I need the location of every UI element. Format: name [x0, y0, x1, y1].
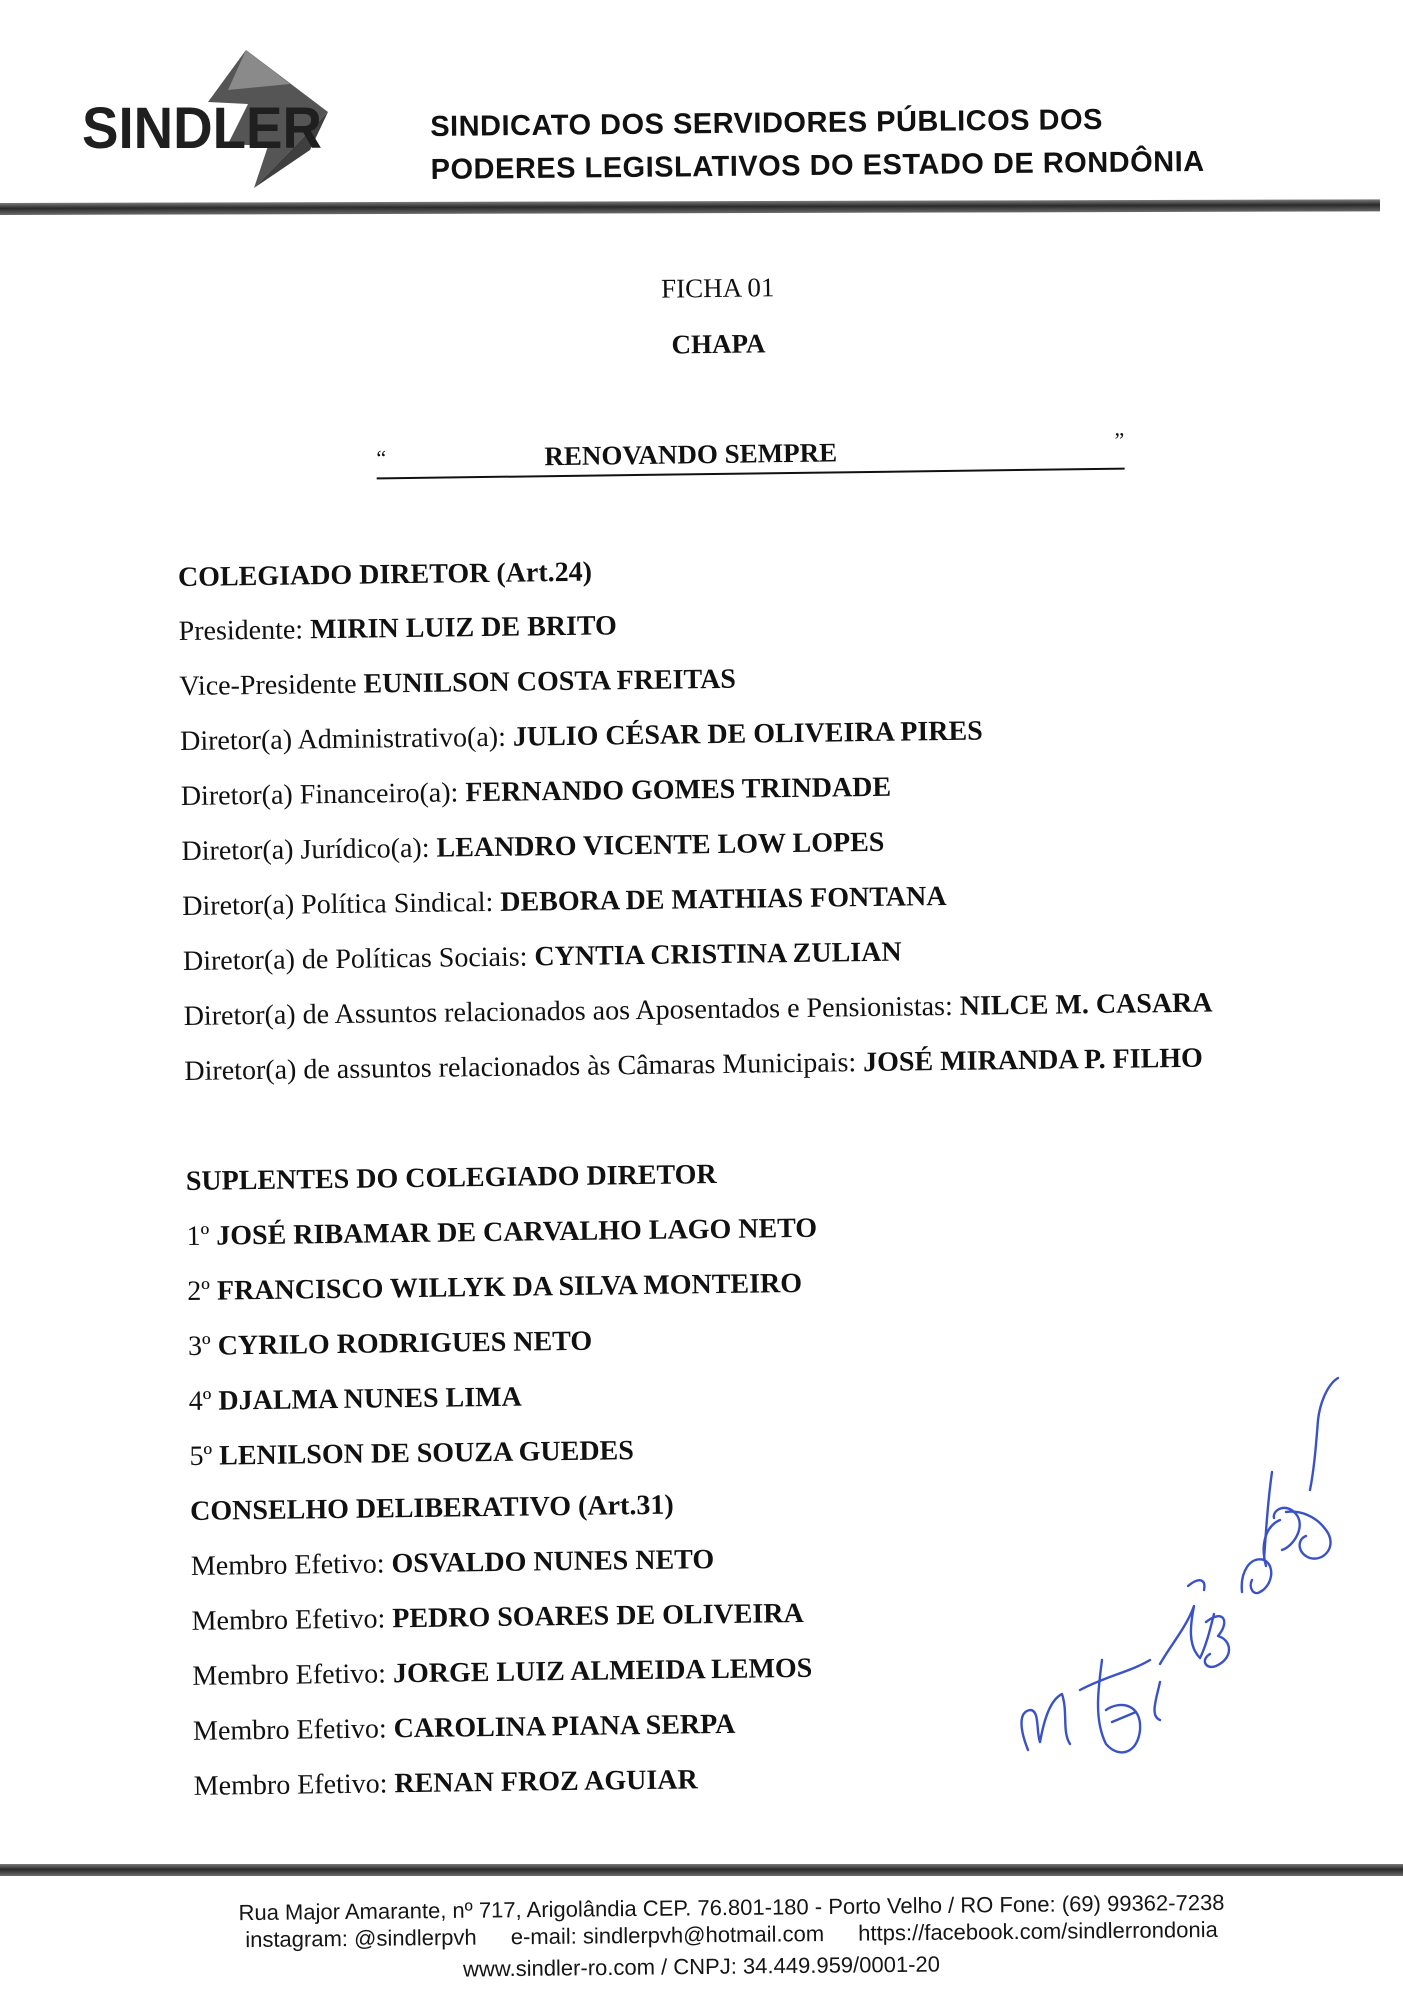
suplentes-title: SUPLENTES DO COLEGIADO DIRETOR — [185, 1159, 717, 1197]
org-name-line-1: SINDICATO DOS SERVIDORES PÚBLICOS DOS — [430, 103, 1104, 143]
member-line: Diretor(a) de Assuntos relacionados aos Aposentados e Pensionistas: NILCE M. CASARA — [183, 987, 1213, 1032]
chapa-name: RENOVANDO SEMPRE — [544, 437, 838, 472]
conselho-member-line: Membro Efetivo: OSVALDO NUNES NETO — [190, 1544, 715, 1582]
suplente-line: 5º LENILSON DE SOUZA GUEDES — [189, 1435, 635, 1472]
member-line: Presidente: MIRIN LUIZ DE BRITO — [178, 610, 618, 648]
member-line: Diretor(a) de Políticas Sociais: CYNTIA CRISTINA ZULIAN — [182, 936, 902, 977]
conselho-member-line: Membro Efetivo: PEDRO SOARES DE OLIVEIRA — [191, 1597, 804, 1637]
quote-open: “ — [376, 445, 387, 471]
form-heading: CHAPA — [671, 328, 766, 360]
member-line: Vice-Presidente EUNILSON COSTA FREITAS — [179, 663, 737, 703]
conselho-member-line: Membro Efetivo: RENAN FROZ AGUIAR — [193, 1764, 698, 1802]
member-line: Diretor(a) Jurídico(a): LEANDRO VICENTE LOW LOPES — [181, 826, 885, 868]
suplente-line: 2º FRANCISCO WILLYK DA SILVA MONTEIRO — [187, 1267, 803, 1307]
colegiado-title: COLEGIADO DIRETOR (Art.24) — [177, 556, 593, 594]
footer-address: Rua Major Amarante, nº 717, Arigolândia CEP. 76.801-180 - Porto Velho / RO Fone: (69) 99362-7238 — [238, 1889, 1225, 1926]
form-number: FICHA 01 — [660, 272, 775, 304]
footer-instagram[interactable]: instagram: @sindlerpvh — [245, 1924, 477, 1953]
member-line: Diretor(a) de assuntos relacionados às Câmaras Municipais: JOSÉ MIRANDA P. FILHO — [184, 1042, 1204, 1087]
footer-facebook[interactable]: https://facebook.com/sindlerrondonia — [858, 1916, 1218, 1946]
member-line: Diretor(a) Política Sindical: DEBORA DE MATHIAS FONTANA — [182, 880, 947, 922]
logo-text: SINDLER — [82, 96, 322, 161]
suplente-line: 4º DJALMA NUNES LIMA — [188, 1381, 522, 1417]
quote-close: ” — [1114, 427, 1125, 453]
chapa-name-field — [376, 427, 1125, 480]
handwritten-signature — [1010, 1360, 1350, 1780]
footer-email[interactable]: e-mail: sindlerpvh@hotmail.com — [510, 1921, 825, 1950]
member-line: Diretor(a) Financeiro(a): FERNANDO GOMES TRINDADE — [180, 771, 892, 813]
conselho-member-line: Membro Efetivo: CAROLINA PIANA SERPA — [192, 1708, 736, 1747]
suplente-line: 1º JOSÉ RIBAMAR DE CARVALHO LAGO NETO — [186, 1212, 818, 1252]
org-name-line-2: PODERES LEGISLATIVOS DO ESTADO DE RONDÔNIA — [430, 145, 1205, 186]
footer-website-cnpj: www.sindler-ro.com / CNPJ: 34.449.959/0001-20 — [462, 1951, 941, 1982]
member-line: Diretor(a) Administrativo(a): JULIO CÉSAR DE OLIVEIRA PIRES — [179, 715, 983, 758]
conselho-title: CONSELHO DELIBERATIVO (Art.31) — [189, 1489, 674, 1527]
conselho-member-line: Membro Efetivo: JORGE LUIZ ALMEIDA LEMOS — [192, 1652, 813, 1692]
suplente-line: 3º CYRILO RODRIGUES NETO — [187, 1325, 593, 1362]
footer-divider — [0, 1864, 1403, 1876]
